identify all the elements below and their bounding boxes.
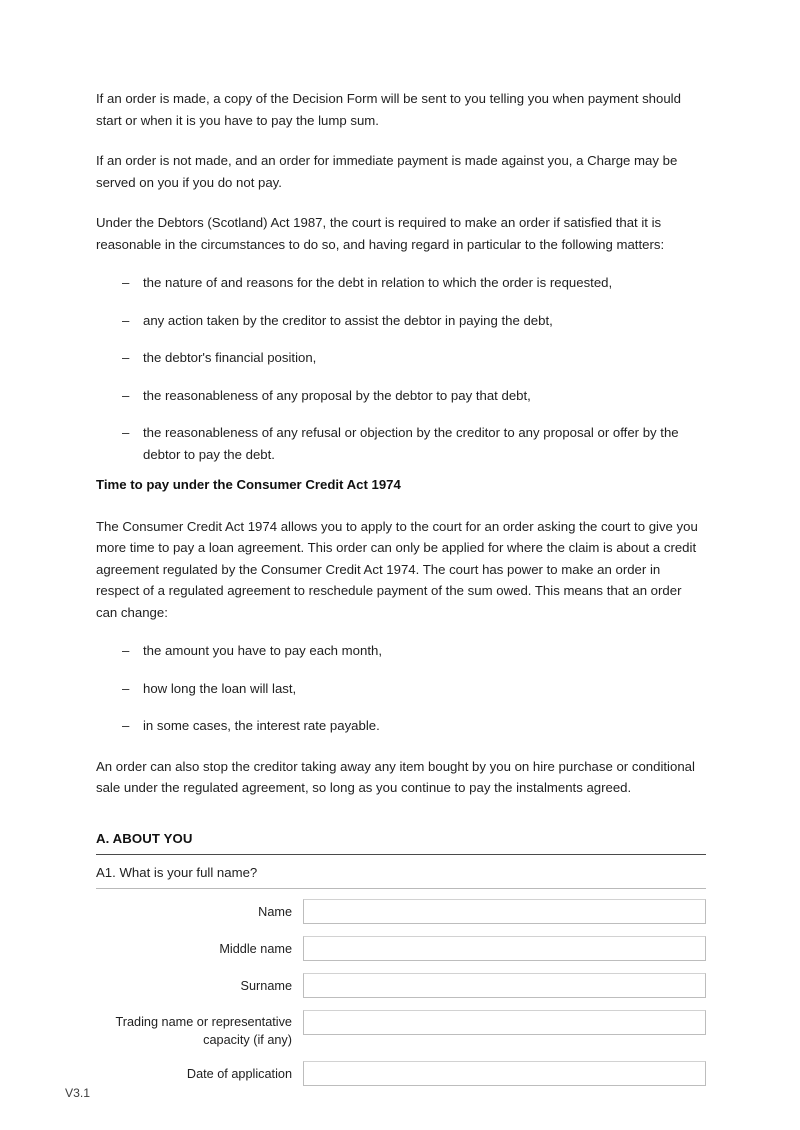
- list-item: [96, 678, 706, 700]
- question-a1-label: A1. What is your full name?: [96, 855, 706, 889]
- intro-paragraph-3: Under the Debtors (Scotland) Act 1987, the court is required to make an order if satisfied that it is reasonable in the circumstances to do so, and having regard in particular to the following matters:: [96, 215, 665, 252]
- dash-marker-icon: –: [122, 425, 130, 440]
- dash-marker-icon: –: [122, 643, 130, 658]
- list-item-text: any action taken by the creditor to assist the debtor in paying the debt,: [143, 312, 553, 328]
- intro-paragraph-1: If an order is made, a copy of the Decision Form will be sent to you telling you when payment should start or when it is you have to pay the lump sum.: [96, 91, 681, 128]
- list-item-text: how long the loan will last,: [143, 680, 297, 696]
- list-item: [96, 272, 706, 294]
- field-label-trading-name: Trading name or representative capacity (if any): [115, 1014, 292, 1047]
- dash-marker-icon: –: [122, 275, 130, 290]
- document-body: [96, 88, 706, 1086]
- field-label-middle-name: Middle name: [219, 941, 292, 956]
- list-item-text: in some cases, the interest rate payable.: [143, 718, 380, 733]
- field-row-middle-name: [96, 936, 706, 961]
- middle-name-input[interactable]: [303, 936, 706, 961]
- surname-input[interactable]: [303, 973, 706, 998]
- list-item-text: the nature of and reasons for the debt in relation to which the order is requested,: [143, 275, 613, 290]
- section-heading-about-you: A. ABOUT YOU: [96, 830, 706, 855]
- date-of-application-input[interactable]: [303, 1061, 706, 1086]
- about-you-section: [96, 830, 706, 1086]
- dash-marker-icon: –: [122, 387, 130, 403]
- consumer-credit-paragraph: The Consumer Credit Act 1974 allows you to apply to the court for an order asking the court to give you more time to pay a loan agreement. This order can only be applied for where the claim is about a credit agreement regulated by the Consumer Credit Act 1974. The court has power to make an order in respect of a regulated agreement to reschedule payment of the sum owed. This means that an order can change:: [96, 518, 698, 620]
- trading-name-input[interactable]: [303, 1010, 706, 1035]
- list-item-text: the amount you have to pay each month,: [143, 643, 382, 658]
- field-label-surname: Surname: [240, 978, 292, 993]
- field-label-name: Name: [258, 904, 292, 919]
- dash-marker-icon: –: [122, 680, 130, 696]
- list-item: [96, 347, 706, 369]
- field-row-surname: [96, 973, 706, 998]
- field-row-date-of-application: [96, 1061, 706, 1086]
- list-item-text: the reasonableness of any proposal by the debtor to pay that debt,: [143, 387, 531, 403]
- field-row-name: [96, 899, 706, 924]
- dash-marker-icon: –: [122, 350, 130, 365]
- dash-marker-icon: –: [122, 718, 130, 733]
- name-fields-group: [96, 899, 706, 1086]
- list-item: [96, 422, 706, 465]
- matters-list: [96, 272, 706, 465]
- list-item-text: the reasonableness of any refusal or objection by the creditor to any proposal or offer by the debtor to pay the debt.: [143, 425, 679, 462]
- footer-version-label: V3.1: [65, 1086, 91, 1100]
- consumer-credit-heading: Time to pay under the Consumer Credit Act 1974: [96, 477, 401, 492]
- order-change-list: [96, 640, 706, 737]
- field-row-trading-name: [96, 1010, 706, 1049]
- list-item: [96, 640, 706, 662]
- dash-marker-icon: –: [122, 312, 130, 328]
- consumer-credit-closing-paragraph: An order can also stop the creditor taking away any item bought by you on hire purchase or conditional sale under the regulated agreement, so long as you continue to pay the instalments agreed.: [96, 758, 695, 795]
- intro-paragraph-2: If an order is not made, and an order for immediate payment is made against you, a Charge may be served on you if you do not pay.: [96, 153, 678, 190]
- field-label-date-of-application: Date of application: [186, 1066, 292, 1081]
- list-item: [96, 310, 706, 332]
- list-item-text: the debtor's financial position,: [143, 350, 317, 365]
- name-input[interactable]: [303, 899, 706, 924]
- list-item: [96, 715, 706, 737]
- list-item: [96, 385, 706, 407]
